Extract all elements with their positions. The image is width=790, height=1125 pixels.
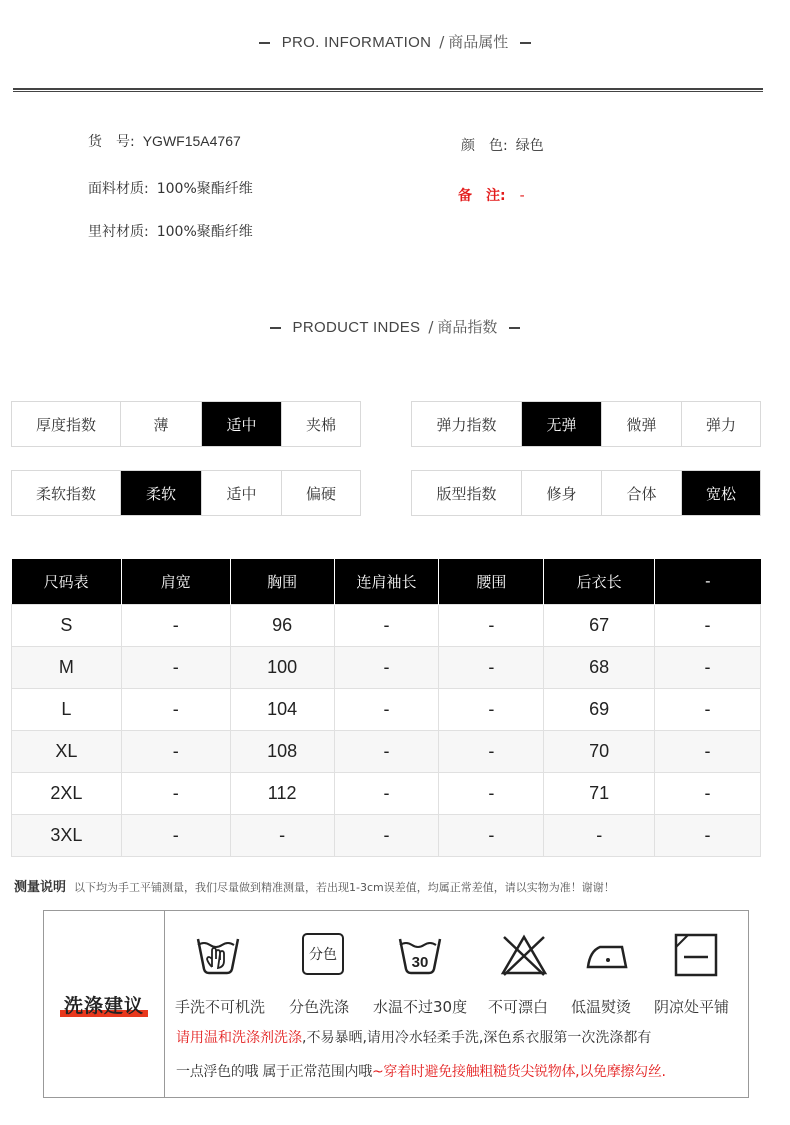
pro-info-heading-en: PRO. INFORMATION [281,34,432,51]
table-cell: 71 [544,772,655,814]
low-iron-icon [582,933,630,977]
product-index-heading-en: PRODUCT INDES [292,319,421,336]
wash-30-label: 水温不过30度 [373,998,468,1016]
table-cell: - [439,646,544,688]
table-cell: - [334,688,439,730]
color-value: 绿色 [515,138,544,154]
table-cell: 100 [230,646,334,688]
table-cell: - [655,730,761,772]
table-cell: - [439,604,544,646]
table-cell: 3XL [12,814,122,856]
washing-title-cell [44,911,165,1097]
table-cell: - [544,814,655,856]
table-cell: - [655,604,761,646]
no-bleach-icon [500,933,548,977]
washing-text-line-1 [176,1027,651,1047]
fabric-value: 100%聚酯纤维 [156,181,253,197]
thickness-option-thin: 薄 [121,402,202,446]
color-label: 颜 色: [461,138,508,154]
remark-value: - [519,188,525,204]
table-cell: L [12,688,122,730]
fabric-label: 面料材质: [88,181,149,197]
table-cell: S [12,604,122,646]
table-cell: - [439,688,544,730]
separate-color-icon: 分色 [302,933,344,975]
table-cell: - [121,688,230,730]
item-no-value: YGWF15A4767 [142,133,241,149]
product-index-heading: PRODUCT INDES / 商品指数 [0,316,790,337]
product-index-heading-cn: 商品指数 [437,318,498,336]
washing-text-rest-1: ,不易暴晒,请用冷水轻柔手洗,深色系衣服第一次洗涤都有 [302,1030,652,1046]
softness-option-medium: 适中 [202,471,282,515]
table-row [12,688,761,730]
elasticity-option-stretch: 弹力 [705,415,736,434]
table-row [12,730,761,772]
low-iron-label: 低温熨烫 [571,998,632,1016]
header-waist: 腰围 [439,559,544,604]
table-cell: - [334,646,439,688]
lining-label: 里衬材质: [88,224,149,240]
table-cell: - [334,730,439,772]
washing-text-red-1: 请用温和洗涤剂洗涤 [176,1030,302,1046]
item-no-row [88,131,241,151]
fit-index-label: 版型指数 [412,471,522,515]
table-cell: 112 [230,772,334,814]
table-cell: - [334,604,439,646]
table-cell: - [439,772,544,814]
softness-index [11,470,361,516]
fit-option-regular: 合体 [602,471,682,515]
table-cell: - [439,730,544,772]
elasticity-option-none: 无弹 [522,402,602,446]
measure-note-title: 测量说明 [14,880,67,895]
pro-info-heading: PRO. INFORMATION / 商品属性 [0,31,790,52]
item-no-label: 货 号: [88,134,135,150]
header-back-length: 后衣长 [544,559,655,604]
softness-option-soft: 柔软 [121,471,202,515]
measure-note-text: 以下均为手工平铺测量，我们尽量做到精准测量，若出现1-3cm误差值，均属正常差值，请以实物为准！谢谢！ [74,881,615,894]
table-cell: 68 [544,646,655,688]
table-cell: 69 [544,688,655,730]
table-cell: 67 [544,604,655,646]
washing-text-line-2 [176,1061,666,1081]
table-cell: - [655,772,761,814]
table-row [12,772,761,814]
lining-row [88,221,253,241]
table-cell: - [655,646,761,688]
table-row [12,604,761,646]
wash-30-icon [396,933,444,977]
softness-option-hard: 偏硬 [305,484,336,503]
dry-flat-shade-icon [674,933,718,977]
dry-flat-shade-label: 阴凉处平铺 [654,998,730,1016]
table-cell: XL [12,730,122,772]
table-cell: - [121,730,230,772]
table-cell: - [334,772,439,814]
fabric-row [88,178,253,198]
elasticity-index-label: 弹力指数 [412,402,522,446]
size-table-header [12,559,761,604]
header-shoulder: 肩宽 [121,559,230,604]
size-table [11,559,761,857]
divider [13,88,763,92]
header-size: 尺码表 [12,559,122,604]
table-cell: - [439,814,544,856]
thickness-option-padded: 夹棉 [305,415,336,434]
header-extra: - [655,559,761,604]
softness-index-label: 柔软指数 [12,471,121,515]
table-cell: - [230,814,334,856]
elasticity-index [411,401,761,447]
table-cell: - [334,814,439,856]
lining-value: 100%聚酯纤维 [156,224,253,240]
table-cell: - [121,646,230,688]
color-row [461,135,544,155]
table-cell: 96 [230,604,334,646]
hand-wash-label: 手洗不可机洗 [175,998,266,1016]
header-sleeve: 连肩袖长 [334,559,439,604]
table-cell: 2XL [12,772,122,814]
table-cell: - [121,772,230,814]
measure-note [14,876,615,895]
remark-label: 备 注: [458,188,506,204]
table-cell: M [12,646,122,688]
washing-title: 洗涤建议 [64,991,144,1018]
table-cell: 104 [230,688,334,730]
table-cell: - [121,604,230,646]
no-bleach-label: 不可漂白 [488,998,549,1016]
table-cell: - [655,688,761,730]
pro-info-heading-cn: 商品属性 [448,33,509,51]
fit-index [411,470,761,516]
table-cell: - [655,814,761,856]
elasticity-option-slight: 微弹 [602,402,682,446]
thickness-option-medium: 适中 [202,402,282,446]
hand-wash-icon [194,933,242,977]
fit-option-slim: 修身 [522,471,602,515]
table-cell: - [121,814,230,856]
svg-text:30: 30 [411,954,429,971]
thickness-index [11,401,361,447]
table-row [12,646,761,688]
washing-advice [43,910,749,1098]
thickness-index-label: 厚度指数 [12,402,121,446]
header-chest: 胸围 [230,559,334,604]
fit-option-loose: 宽松 [682,471,760,515]
table-row [12,814,761,856]
table-cell: 70 [544,730,655,772]
remark-row [458,185,525,205]
separate-color-label: 分色洗涤 [289,998,350,1016]
washing-text-red-2: ~穿着时避免接触粗糙货尖锐物体,以免摩擦勾丝. [371,1064,666,1080]
washing-text-start-2: 一点浮色的哦 属于正常范围内哦 [176,1064,372,1080]
table-cell: 108 [230,730,334,772]
